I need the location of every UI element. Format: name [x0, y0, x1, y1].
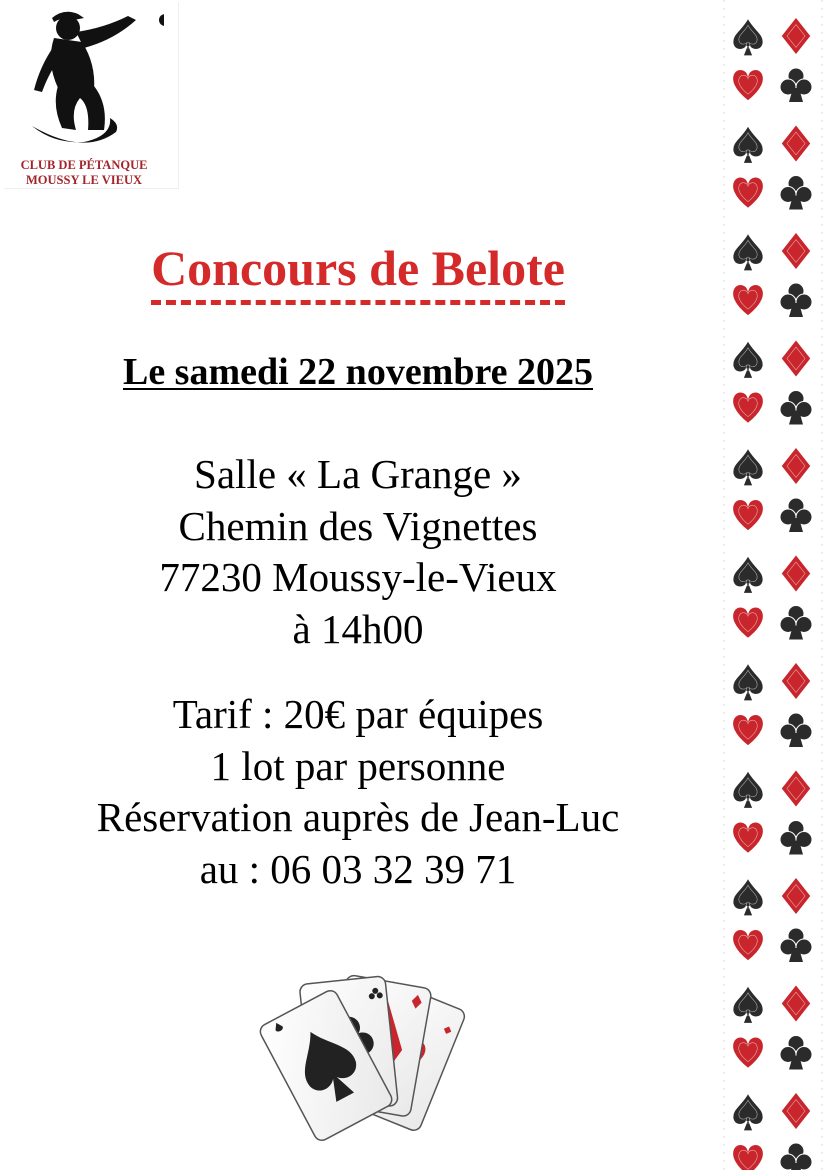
heart-icon: [733, 1144, 764, 1170]
club-icon: [780, 928, 812, 962]
heart-icon: [733, 929, 764, 961]
venue-block: [0, 449, 716, 655]
diamond-icon: [781, 447, 811, 485]
diamond-icon: [781, 985, 811, 1023]
info-line: 1 lot par personne: [210, 742, 506, 789]
spade-icon: [733, 233, 763, 271]
venue-line: 77230 Moussy-le-Vieux: [159, 554, 557, 600]
heart-icon: [733, 607, 764, 639]
venue-line: Chemin des Vignettes: [178, 502, 538, 549]
suit-border-decoration: [718, 0, 828, 1170]
heart-icon: [733, 284, 764, 316]
club-icon: [780, 1036, 812, 1070]
spade-icon: [733, 448, 763, 486]
club-icon: [780, 1143, 812, 1170]
page-title: [0, 238, 716, 305]
diamond-icon: [781, 340, 811, 378]
club-icon: [780, 821, 812, 855]
info-block: [0, 689, 716, 895]
club-logo: [4, 2, 179, 189]
club-town: MOUSSY LE VIEUX: [26, 173, 142, 187]
heart-icon: [733, 822, 764, 854]
club-icon: [780, 68, 812, 102]
info-line: Tarif : 20€ par équipes: [172, 691, 544, 737]
club-icon: [780, 176, 812, 210]
heart-icon: [733, 1037, 764, 1069]
diamond-icon: [781, 770, 811, 808]
title-text: Concours de Belote: [151, 238, 565, 305]
spade-icon: [733, 878, 763, 916]
spade-icon: [733, 18, 763, 56]
heart-icon: [733, 177, 764, 209]
info-line: Réservation auprès de Jean-Luc: [96, 794, 620, 840]
club-icon: [780, 283, 812, 317]
diamond-icon: [781, 662, 811, 700]
spade-icon: [733, 556, 763, 594]
diamond-icon: [781, 17, 811, 55]
info-line: au : 06 03 32 39 71: [199, 845, 517, 892]
event-date: Le samedi 22 novembre 2025: [122, 351, 594, 393]
spade-icon: [733, 1093, 763, 1131]
spade-icon: [733, 986, 763, 1024]
heart-icon: [733, 499, 764, 531]
club-name: CLUB DE PÉTANQUE: [20, 158, 148, 172]
heart-icon: [733, 714, 764, 746]
venue-line: Salle « La Grange »: [194, 451, 522, 497]
club-icon: [780, 498, 812, 532]
diamond-icon: [781, 877, 811, 915]
club-icon: [780, 606, 812, 640]
diamond-icon: [781, 232, 811, 270]
spade-icon: [733, 341, 763, 379]
club-icon: [780, 713, 812, 747]
heart-icon: [733, 69, 764, 101]
diamond-icon: [781, 555, 811, 593]
diamond-icon: [781, 1092, 811, 1130]
spade-icon: [733, 663, 763, 701]
spade-icon: [733, 771, 763, 809]
spade-icon: [733, 126, 763, 164]
petanque-player-icon: [24, 6, 164, 154]
diamond-icon: [781, 125, 811, 163]
heart-icon: [733, 392, 764, 424]
playing-cards-illustration: [220, 946, 520, 1146]
club-icon: [780, 391, 812, 425]
venue-line: à 14h00: [292, 605, 424, 652]
